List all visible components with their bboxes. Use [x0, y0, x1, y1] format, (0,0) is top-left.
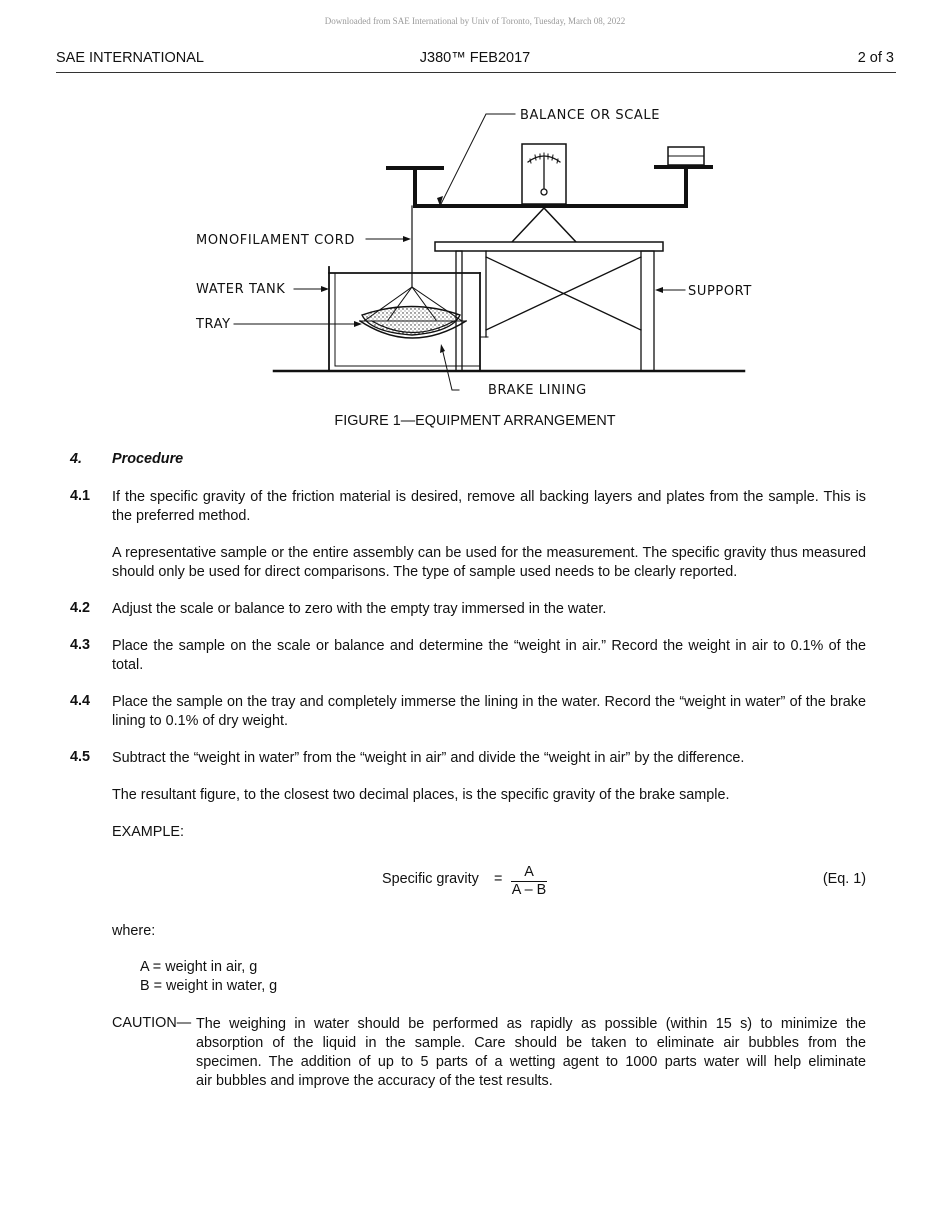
equipment-arrangement-figure	[190, 92, 770, 408]
header-rule	[56, 72, 896, 73]
balance-scale	[388, 144, 711, 242]
step-number: 4.2	[70, 600, 91, 616]
step-text: Place the sample on the tray and completely immerse the lining in the water. Record the “weight in water” of the brake lining to 0.1% of dry weight.	[112, 694, 866, 729]
equation-denominator: A – B	[511, 882, 547, 898]
caution-line: specimen. The addition of up to 5 parts of a wetting agent to 1000 parts water will help eliminate	[196, 1054, 866, 1070]
caution-line: absorption of the liquid in the sample. Care should be taken to eliminate air bubbles from the	[196, 1035, 866, 1051]
figure-caption: FIGURE 1—EQUIPMENT ARRANGEMENT	[334, 413, 616, 429]
balance-leader	[440, 114, 515, 206]
label-brake-lining: BRAKE LINING	[488, 383, 587, 398]
resultant-text: The resultant figure, to the closest two decimal places, is the specific gravity of the brake sample.	[112, 787, 730, 803]
step-number: 4.5	[70, 749, 91, 765]
equation-lhs: Specific gravity	[382, 871, 479, 887]
step-text: Adjust the scale or balance to zero with the empty tray immersed in the water.	[112, 601, 607, 617]
example-label: EXAMPLE:	[112, 824, 184, 840]
equation-tag: (Eq. 1)	[822, 871, 866, 887]
section-title: Procedure	[112, 451, 184, 467]
section-number: 4.	[70, 451, 83, 467]
step-number: 4.3	[70, 637, 91, 653]
step-number: 4.4	[70, 693, 91, 709]
header-doc-id: J380™ FEB2017	[419, 50, 531, 66]
definition-b: B = weight in water, g	[140, 978, 278, 994]
caution-line: air bubbles and improve the accuracy of the test results.	[196, 1073, 553, 1089]
label-balance-or-scale: BALANCE OR SCALE	[520, 108, 661, 123]
label-monofilament-cord: MONOFILAMENT CORD	[196, 233, 355, 248]
caution-line: The weighing in water should be performed as rapidly as possible (within 15 s) to minimize the	[196, 1016, 866, 1032]
equation-fraction	[511, 864, 547, 899]
label-tray: TRAY	[196, 317, 231, 332]
header-page-number: 2 of 3	[857, 50, 894, 66]
equation-numerator: A	[524, 864, 534, 880]
step-text: Subtract the “weight in water” from the “weight in air” and divide the “weight in air” by the difference.	[112, 750, 745, 766]
caution-body	[196, 1015, 866, 1091]
step-text: If the specific gravity of the friction material is desired, remove all backing layers and plates from the sample. This is the preferred method.	[112, 489, 866, 524]
equation-1	[0, 864, 950, 898]
step-text: A representative sample or the entire assembly can be used for the measurement. The specific gravity thus measured should only be used for direct comparisons. The type of sample used needs to be clearly reported.	[112, 545, 866, 580]
definition-a: A = weight in air, g	[140, 959, 258, 975]
where-label: where:	[112, 923, 156, 939]
equation-equals: =	[494, 871, 503, 887]
download-watermark: Downloaded from SAE International by Univ of Toronto, Tuesday, March 08, 2022	[324, 16, 626, 26]
step-number: 4.1	[70, 488, 91, 504]
label-support: SUPPORT	[688, 284, 752, 299]
header-org: SAE INTERNATIONAL	[56, 50, 204, 66]
label-water-tank: WATER TANK	[196, 282, 286, 297]
support-table	[435, 242, 663, 371]
caution-label: CAUTION—	[112, 1015, 192, 1031]
step-text: Place the sample on the scale or balance and determine the “weight in air.” Record the weight in air to 0.1% of the total.	[112, 638, 866, 673]
